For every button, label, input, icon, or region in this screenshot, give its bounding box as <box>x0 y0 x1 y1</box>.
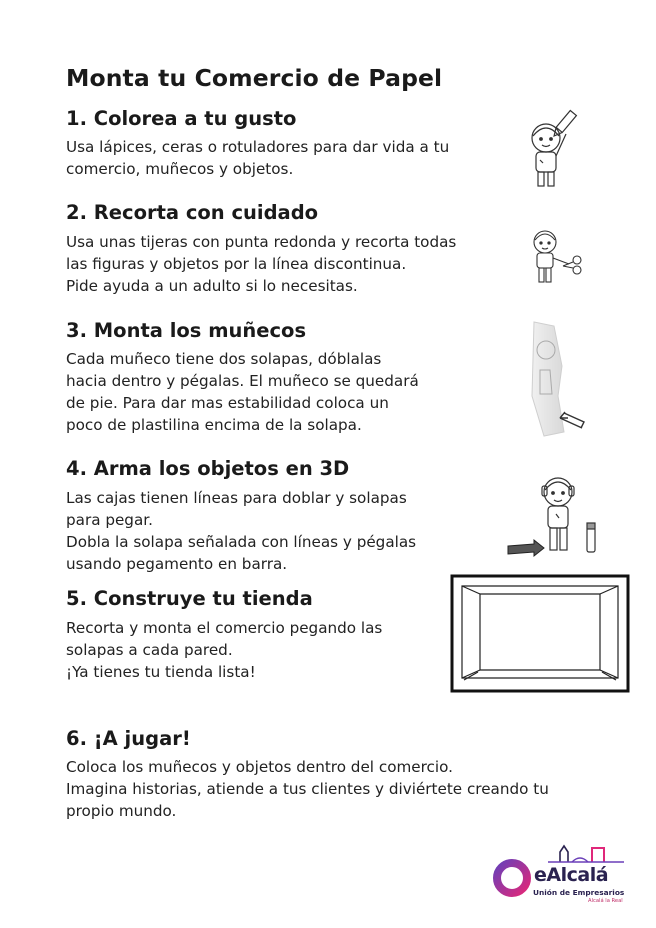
step-2-heading: 2. Recorta con cuidado <box>66 201 319 224</box>
logo-subtitle: Unión de Empresarios <box>533 888 625 897</box>
scissors-kid-illustration <box>527 226 589 288</box>
glue-kid-illustration <box>506 468 601 560</box>
step-3-line: hacia dentro y pégalas. El muñeco se quedará <box>66 372 419 390</box>
step-2-line: Usa unas tijeras con punta redonda y recorta todas <box>66 233 457 251</box>
step-4-line: Las cajas tienen líneas para doblar y solapas <box>66 489 407 507</box>
folding-doll-illustration <box>528 320 588 438</box>
step-1-heading: 1. Colorea a tu gusto <box>66 107 297 130</box>
step-2-line: las figuras y objetos por la línea discontinua. <box>66 255 407 273</box>
step-4-line: para pegar. <box>66 511 153 529</box>
step-3-line: de pie. Para dar mas estabilidad coloca un <box>66 394 389 412</box>
step-5-line: Recorta y monta el comercio pegando las <box>66 619 383 637</box>
step-5-line: solapas a cada pared. <box>66 641 233 659</box>
shop-box-illustration <box>450 574 630 693</box>
step-6-line: propio mundo. <box>66 802 177 820</box>
step-4-line: usando pegamento en barra. <box>66 555 288 573</box>
step-3-line: Cada muñeco tiene dos solapas, dóblalas <box>66 350 382 368</box>
step-4-line: Dobla la solapa señalada con líneas y pégalas <box>66 533 417 551</box>
step-6-text <box>66 756 549 822</box>
logo-brand-text: eAlcalá <box>534 864 609 886</box>
step-4-text <box>66 487 416 575</box>
coloring-kid-illustration <box>520 108 580 198</box>
page-title: Monta tu Comercio de Papel <box>66 64 443 92</box>
step-5-heading: 5. Construye tu tienda <box>66 587 313 610</box>
step-5-text <box>66 617 382 683</box>
step-6-line: Coloca los muñecos y objetos dentro del comercio. <box>66 758 453 776</box>
step-6-heading: 6. ¡A jugar! <box>66 727 191 750</box>
step-3-text <box>66 348 419 436</box>
step-3-heading: 3. Monta los muñecos <box>66 319 307 342</box>
step-2-text <box>66 231 456 297</box>
brand-logo <box>488 838 634 908</box>
step-4-heading: 4. Arma los objetos en 3D <box>66 457 350 480</box>
step-1-text <box>66 136 449 180</box>
step-3-line: poco de plastilina encima de la solapa. <box>66 416 362 434</box>
step-6-line: Imagina historias, atiende a tus clientes y diviértete creando tu <box>66 780 549 798</box>
step-1-line: Usa lápices, ceras o rotuladores para dar vida a tu <box>66 138 450 156</box>
logo-tagline: Alcalá la Real <box>588 898 623 904</box>
step-1-line: comercio, muñecos y objetos. <box>66 160 294 178</box>
step-2-line: Pide ayuda a un adulto si lo necesitas. <box>66 277 358 295</box>
step-5-line: ¡Ya tienes tu tienda lista! <box>66 663 256 681</box>
